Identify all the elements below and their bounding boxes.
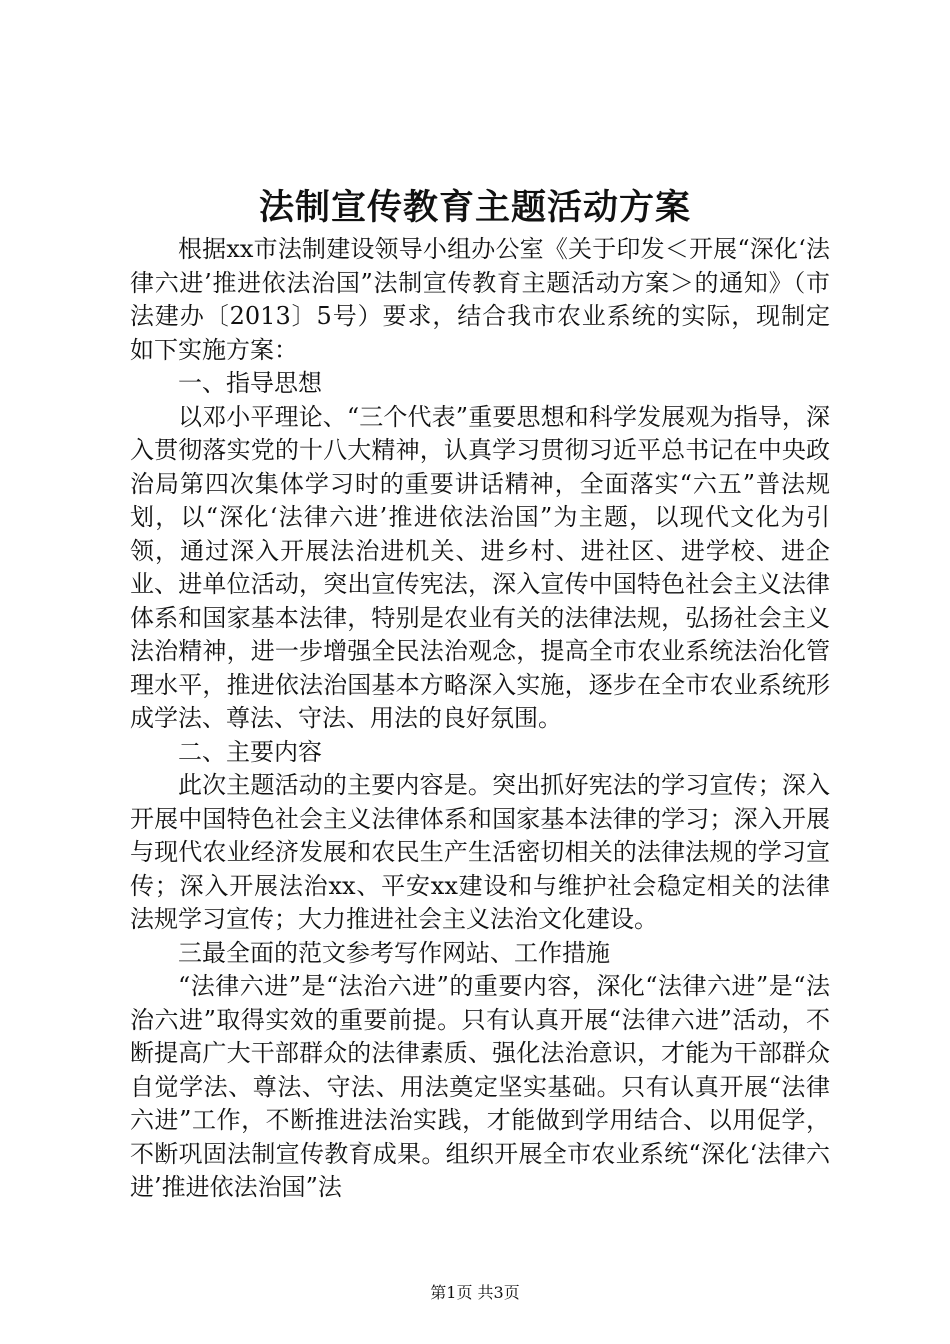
section-heading-work-measures: 三最全面的范文参考写作网站、工作措施 — [178, 938, 610, 967]
section-heading-main-content: 二、主要内容 — [178, 737, 322, 766]
main-content-paragraph: 此次主题活动的主要内容是。突出抓好宪法的学习宣传；深入开展中国特色社会主义法律体系和国家基本法律的学习；深入开展与现代农业经济发展和农民生产生活密切相关的法律法规的学习宣传；深入开展法治xx、平安xx建设和与维护社会稳定相关的法律法规学习宣传；大力推进社会主义法治文化建设。 — [130, 771, 830, 933]
guiding-ideology-paragraph: 以邓小平理论、“三个代表”重要思想和科学发展观为指导，深入贯彻落实党的十八大精神，认真学习贯彻习近平总书记在中央政治局第四次集体学习时的重要讲话精神，全面落实“六五”普法规划，以“深化‘法律六进’推进依法治国”为主题，以现代文化为引领，通过深入开展法治进机关、进乡村、进社区、进学校、进企业、进单位活动，突出宣传宪法，深入宣传中国特色社会主义法律体系和国家基本法律，特别是农业有关的法律法规，弘扬社会主义法治精神，进一步增强全民法治观念，提高全市农业系统法治化管理水平，推进依法治国基本方略深入实施，逐步在全市农业系统形成学法、尊法、守法、用法的良好氛围。 — [130, 402, 830, 732]
work-measures-paragraph: “法律六进”是“法治六进”的重要内容，深化“法律六进”是“法治六进”取得实效的重要前提。只有认真开展“法律六进”活动，不断提高广大干部群众的法律素质、强化法治意识，才能为干部群众自觉学法、尊法、守法、用法奠定坚实基础。只有认真开展“法律六进”工作，不断推进法治实践，才能做到学用结合、以用促学，不断巩固法制宣传教育成果。组织开展全市农业系统“深化‘法律六进’推进依法治国”法 — [130, 972, 830, 1201]
intro-paragraph: 根据xx市法制建设领导小组办公室《关于印发＜开展“深化‘法律六进’推进依法治国”法制宣传教育主题活动方案＞的通知》（市法建办〔2013〕5号）要求，结合我市农业系统的实际，现制定如下实施方案： — [130, 235, 830, 364]
page-footer: 第1页 共3页 — [430, 1283, 520, 1302]
section-heading-guiding-ideology: 一、指导思想 — [178, 369, 322, 397]
document-title: 法制宣传教育主题活动方案 — [258, 187, 691, 228]
document-body — [130, 233, 830, 1205]
